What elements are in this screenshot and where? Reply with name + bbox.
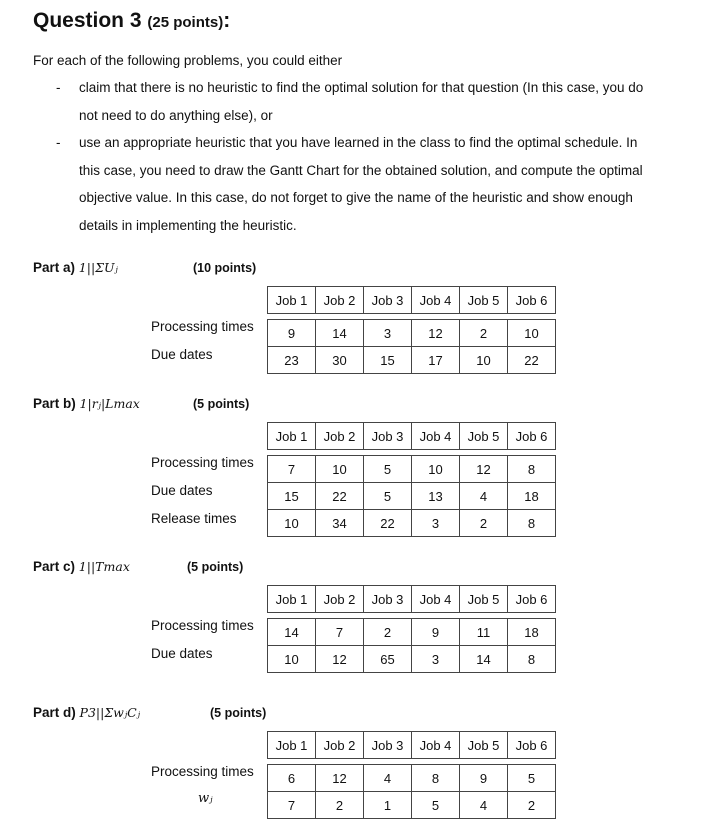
table-cell: 4 xyxy=(364,765,412,792)
table-header-cell: Job 1 xyxy=(268,732,316,759)
table-cell: 8 xyxy=(412,765,460,792)
part-c-row-label-processing: Processing times xyxy=(151,618,254,633)
table-cell: 9 xyxy=(268,320,316,347)
part-a-heading xyxy=(33,260,118,275)
bullet-2-line-4: details in implementing the heuristic. xyxy=(79,217,297,233)
part-b-row-label-due: Due dates xyxy=(151,483,213,498)
table-header-cell: Job 6 xyxy=(508,586,556,613)
bullet-dash-2: - xyxy=(56,135,61,150)
table-cell: 3 xyxy=(412,646,460,673)
table-cell: 10 xyxy=(268,646,316,673)
table-cell: 12 xyxy=(316,765,364,792)
question-title xyxy=(33,9,230,33)
table-cell: 17 xyxy=(412,347,460,374)
table-cell: 7 xyxy=(268,792,316,819)
table-header-cell: Job 3 xyxy=(364,287,412,314)
table-header-cell: Job 2 xyxy=(316,287,364,314)
part-d-table xyxy=(267,731,556,819)
bullet-1 xyxy=(79,74,669,129)
table-header-cell: Job 2 xyxy=(316,423,364,450)
part-a-notation: 1||ΣUⱼ xyxy=(78,260,118,275)
table-header-cell: Job 3 xyxy=(364,423,412,450)
table-cell: 10 xyxy=(412,456,460,483)
table-cell: 8 xyxy=(508,456,556,483)
part-b-row-label-release: Release times xyxy=(151,511,237,526)
table-cell: 34 xyxy=(316,510,364,537)
bullet-2-line-3: objective value. In this case, do not forget to give the name of the heuristic and show enough xyxy=(79,190,633,205)
table-cell: 30 xyxy=(316,347,364,374)
table-cell: 2 xyxy=(508,792,556,819)
part-a-table xyxy=(267,286,556,374)
table-cell: 8 xyxy=(508,646,556,673)
bullet-1-line-2: not need to do anything else), or xyxy=(79,107,273,123)
table-cell: 10 xyxy=(508,320,556,347)
table-cell: 18 xyxy=(508,619,556,646)
table-cell: 12 xyxy=(460,456,508,483)
table-cell: 4 xyxy=(460,792,508,819)
table-header-cell: Job 1 xyxy=(268,287,316,314)
table-cell: 7 xyxy=(268,456,316,483)
table-header-cell: Job 5 xyxy=(460,423,508,450)
part-b-notation: 1|rⱼ|Lmax xyxy=(79,396,140,411)
part-b-row-label-processing: Processing times xyxy=(151,455,254,470)
part-c-notation: 1||Tmax xyxy=(78,559,130,574)
table-cell: 18 xyxy=(508,483,556,510)
table-header-cell: Job 3 xyxy=(364,732,412,759)
table-cell: 2 xyxy=(460,510,508,537)
table-header-cell: Job 3 xyxy=(364,586,412,613)
table-cell: 5 xyxy=(412,792,460,819)
part-a-row-label-processing: Processing times xyxy=(151,319,254,334)
bullet-2 xyxy=(79,129,669,239)
table-header-cell: Job 4 xyxy=(412,287,460,314)
table-header-cell: Job 4 xyxy=(412,732,460,759)
table-cell: 1 xyxy=(364,792,412,819)
table-cell: 22 xyxy=(508,347,556,374)
part-b-table xyxy=(267,422,556,537)
table-cell: 10 xyxy=(316,456,364,483)
part-d-points: (5 points) xyxy=(210,706,267,720)
part-b-points: (5 points) xyxy=(193,397,250,411)
question-points: (25 points) xyxy=(147,14,224,31)
bullet-2-line-1: use an appropriate heuristic that you have learned in the class to find the optimal schedule. In xyxy=(79,135,638,150)
table-cell: 4 xyxy=(460,483,508,510)
part-a-label: Part a) xyxy=(33,260,76,275)
table-header-cell: Job 5 xyxy=(460,732,508,759)
table-header-cell: Job 5 xyxy=(460,287,508,314)
table-cell: 6 xyxy=(268,765,316,792)
part-b-label: Part b) xyxy=(33,396,76,411)
table-header-cell: Job 4 xyxy=(412,586,460,613)
part-d-row-label-weight: wⱼ xyxy=(198,791,213,806)
part-d-label: Part d) xyxy=(33,705,76,720)
bullet-1-line-1: claim that there is no heuristic to find the optimal solution for that question (In this case, you do xyxy=(79,80,644,95)
table-cell: 11 xyxy=(460,619,508,646)
table-header-cell: Job 2 xyxy=(316,586,364,613)
table-cell: 2 xyxy=(316,792,364,819)
part-b-heading xyxy=(33,396,140,411)
part-c-row-label-due: Due dates xyxy=(151,646,213,661)
table-cell: 5 xyxy=(508,765,556,792)
table-cell: 14 xyxy=(268,619,316,646)
table-cell: 9 xyxy=(412,619,460,646)
table-cell: 2 xyxy=(460,320,508,347)
table-cell: 7 xyxy=(316,619,364,646)
table-header-cell: Job 1 xyxy=(268,586,316,613)
table-cell: 5 xyxy=(364,456,412,483)
part-c-table xyxy=(267,585,556,673)
table-cell: 12 xyxy=(316,646,364,673)
table-header-cell: Job 2 xyxy=(316,732,364,759)
table-cell: 3 xyxy=(412,510,460,537)
table-cell: 14 xyxy=(316,320,364,347)
bullet-2-line-2: this case, you need to draw the Gantt Chart for the obtained solution, and compute the optimal xyxy=(79,162,643,178)
table-cell: 8 xyxy=(508,510,556,537)
part-c-heading xyxy=(33,559,130,574)
table-cell: 10 xyxy=(268,510,316,537)
table-header-cell: Job 1 xyxy=(268,423,316,450)
part-a-row-label-due: Due dates xyxy=(151,347,213,362)
title-colon: : xyxy=(223,9,231,32)
table-header-cell: Job 6 xyxy=(508,732,556,759)
table-cell: 23 xyxy=(268,347,316,374)
table-cell: 15 xyxy=(268,483,316,510)
table-cell: 22 xyxy=(316,483,364,510)
part-d-notation: P3||ΣwⱼCⱼ xyxy=(79,705,141,720)
table-cell: 15 xyxy=(364,347,412,374)
table-header-cell: Job 5 xyxy=(460,586,508,613)
table-cell: 22 xyxy=(364,510,412,537)
question-title-main: Question 3 xyxy=(33,9,142,32)
part-c-label: Part c) xyxy=(33,559,76,574)
table-cell: 9 xyxy=(460,765,508,792)
table-cell: 10 xyxy=(460,347,508,374)
table-header-cell: Job 4 xyxy=(412,423,460,450)
table-cell: 65 xyxy=(364,646,412,673)
part-c-points: (5 points) xyxy=(187,560,244,574)
part-d-heading xyxy=(33,705,140,720)
table-header-cell: Job 6 xyxy=(508,423,556,450)
part-d-row-label-processing: Processing times xyxy=(151,764,254,779)
table-cell: 14 xyxy=(460,646,508,673)
table-cell: 3 xyxy=(364,320,412,347)
table-cell: 2 xyxy=(364,619,412,646)
table-header-cell: Job 6 xyxy=(508,287,556,314)
table-cell: 12 xyxy=(412,320,460,347)
intro-text: For each of the following problems, you could either xyxy=(33,53,343,68)
part-a-points: (10 points) xyxy=(193,261,257,275)
table-cell: 13 xyxy=(412,483,460,510)
table-cell: 5 xyxy=(364,483,412,510)
bullet-dash-1: - xyxy=(56,80,61,95)
